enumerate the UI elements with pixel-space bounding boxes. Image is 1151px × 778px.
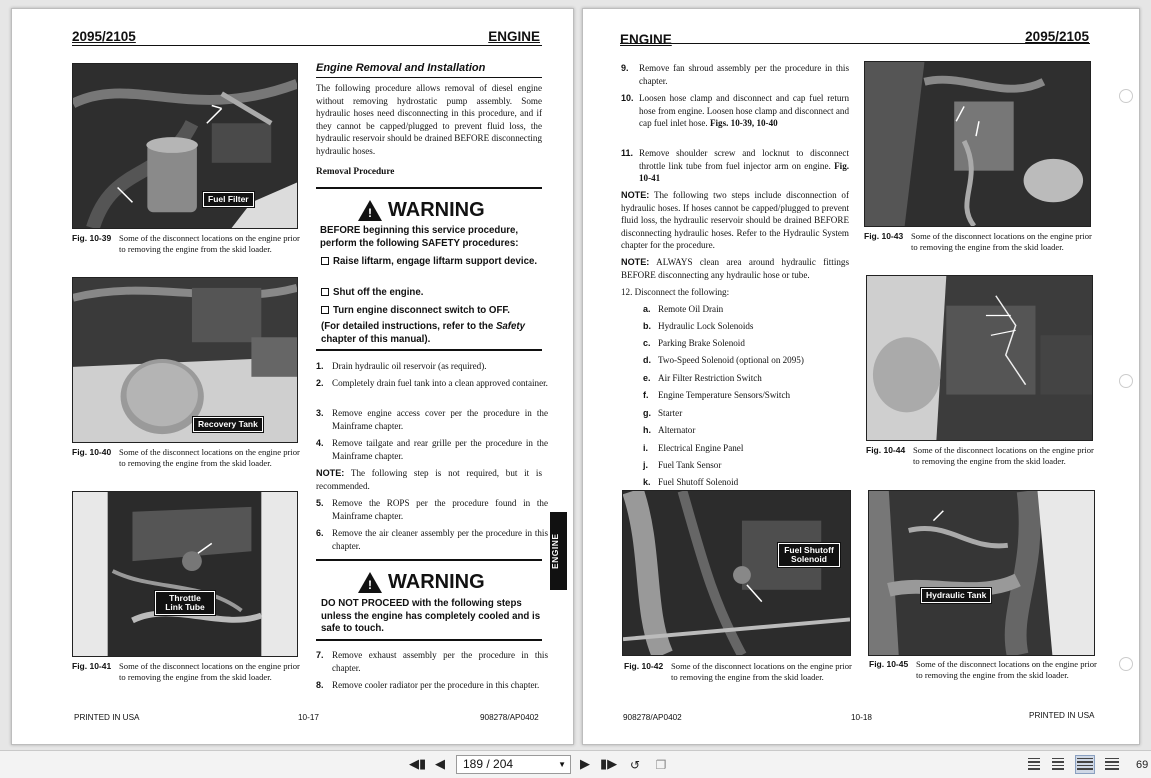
step-number: 3. <box>316 408 324 418</box>
callout-hydraulic-tank: Hydraulic Tank <box>921 588 991 603</box>
safety-check-1 <box>321 256 543 269</box>
step-text: Remove tailgate and rear grille per the procedure in the Mainframe chapter. <box>332 438 548 461</box>
warning-rule-top <box>316 187 542 189</box>
checkbox-icon <box>321 288 329 296</box>
warning-lead: BEFORE beginning this service procedure, perform the following SAFETY procedures: <box>320 225 519 249</box>
item-letter: h. <box>643 425 651 435</box>
step-number: 9. <box>621 63 629 73</box>
section-intro: The following procedure allows removal of diesel engine without removing hydrostatic pump assembly. Some hydraulic hoses need disconnecting in this procedure, and if they cannot be capped/plugged to prevent fluid loss, the hydraulic reservoir should be drained BEFORE disconnecting hydraulic hoses. <box>316 83 542 156</box>
caption-text: Some of the disconnect locations on the engine prior to removing the engine from the skid loader. <box>119 661 300 682</box>
footer-page-number: 10-17 <box>298 713 319 722</box>
note-text: ALWAYS clean area around hydraulic fittings BEFORE disconnecting any hydraulic hose or tube. <box>621 257 849 280</box>
ref-text: (For detailed instructions, refer to the <box>321 321 496 332</box>
step-number: 10. <box>621 93 634 103</box>
engine-photo-hydraulic-tank <box>868 490 1095 656</box>
disconnect-item <box>643 355 804 365</box>
step-body: Loosen hose clamp and disconnect and cap fuel return hose from engine. Loosen hose clamp and disconnect and cap fuel inlet hose. <box>639 93 849 128</box>
figure-caption-10-41 <box>72 661 302 682</box>
continuous-view-icon[interactable] <box>1051 756 1065 773</box>
scan-edge-mark <box>1119 89 1133 103</box>
caption-text: Some of the disconnect locations on the engine prior to removing the engine from the skid loader. <box>913 445 1094 466</box>
step-1 <box>316 360 548 373</box>
warning-triangle-icon: ! <box>358 572 382 593</box>
item-text: Two-Speed Solenoid (optional on 2095) <box>658 355 804 365</box>
footer-part-number: 908278/AP0402 <box>480 713 539 722</box>
footer-part-number: 908278/AP0402 <box>623 713 682 722</box>
copy-page-icon[interactable]: ❐ <box>655 758 667 772</box>
step-text: Remove the ROPS per the procedure found in the Mainframe chapter. <box>332 498 548 521</box>
warning-rule-bottom <box>316 639 542 641</box>
note-text: The following two steps include disconnection of hydraulic hoses. If hoses cannot be capped/plugged to prevent fluid loss, the hydraulic reservoir should be drained BEFORE disconnecting hydraulic hoses. Refer to the Hydraulic System chapter for the procedure. <box>621 190 849 250</box>
figure-number: Fig. 10-45 <box>869 659 909 669</box>
note-text: The following step is not required, but it is recommended. <box>316 468 542 491</box>
figure-number: Fig. 10-39 <box>72 233 112 243</box>
page-10-17 <box>11 8 574 745</box>
step-6 <box>316 527 548 552</box>
step-5 <box>316 497 548 522</box>
step-4 <box>316 437 548 462</box>
safety-check-3 <box>321 305 543 318</box>
previous-page-icon[interactable]: ◀ <box>435 757 445 772</box>
disconnect-item <box>643 321 753 331</box>
step-number: 11. <box>621 148 634 158</box>
item-letter: i. <box>643 443 649 453</box>
caption-text: Some of the disconnect locations on the engine prior to removing the engine from the skid loader. <box>119 447 300 468</box>
step-text: Remove fan shroud assembly per the procedure in this chapter. <box>639 63 849 86</box>
figure-caption-10-43 <box>864 231 1094 252</box>
caption-text: Some of the disconnect locations on the engine prior to removing the engine from the skid loader. <box>911 231 1092 252</box>
disconnect-item <box>643 460 721 470</box>
figure-number: Fig. 10-40 <box>72 447 112 457</box>
disconnect-item <box>643 425 695 435</box>
callout-recovery-tank: Recovery Tank <box>193 417 263 432</box>
item-letter: e. <box>643 373 651 383</box>
step-11 <box>621 147 849 185</box>
disconnect-item <box>643 477 738 487</box>
disconnect-item <box>643 338 745 348</box>
step-text: Drain hydraulic oil reservoir (as required). <box>332 361 487 371</box>
step-8 <box>316 679 548 692</box>
caption-text: Some of the disconnect locations on the engine prior to removing the engine from the skid loader. <box>916 659 1097 680</box>
zoom-level[interactable]: 69 <box>1136 759 1149 771</box>
figure-caption-10-40 <box>72 447 302 468</box>
last-page-icon[interactable]: ▮▶ <box>600 757 618 772</box>
page-header-model: 2095/2105 <box>1025 29 1089 44</box>
figure-caption-10-44 <box>866 445 1096 466</box>
procedure-heading: Removal Procedure <box>316 167 395 177</box>
single-page-view-icon[interactable] <box>1027 756 1041 773</box>
first-page-icon[interactable]: ◀▮ <box>409 757 427 772</box>
step-number: 1. <box>316 361 324 371</box>
engine-photo-fuel-filter <box>72 63 298 229</box>
item-text: Air Filter Restriction Switch <box>658 373 762 383</box>
disconnect-item <box>643 408 682 418</box>
page-header-chapter: ENGINE <box>488 29 540 44</box>
item-letter: d. <box>643 355 651 365</box>
item-letter: j. <box>643 460 649 470</box>
warning-text: DO NOT PROCEED with the following steps unless the engine has completely cooled and is safe to touch. <box>321 598 541 634</box>
engine-photo-10-44 <box>866 275 1093 441</box>
footer-printed: PRINTED IN USA <box>1029 711 1095 720</box>
step-number: 5. <box>316 498 324 508</box>
item-text: Parking Brake Solenoid <box>658 338 745 348</box>
page-header-model: 2095/2105 <box>72 29 136 44</box>
section-rule <box>316 77 542 78</box>
caption-text: Some of the disconnect locations on the engine prior to removing the engine from the skid loader. <box>671 661 852 682</box>
header-rule <box>620 43 1090 44</box>
step-number: 4. <box>316 438 324 448</box>
check-text: Turn engine disconnect switch to OFF. <box>333 305 510 316</box>
caption-text: Some of the disconnect locations on the engine prior to removing the engine from the skid loader. <box>119 233 300 254</box>
checkbox-icon <box>321 306 329 314</box>
engine-photo-throttle-link <box>72 491 298 657</box>
chapter-side-tab: ENGINE <box>550 512 567 590</box>
engine-photo-10-43 <box>864 61 1091 227</box>
figure-number: Fig. 10-44 <box>866 445 906 455</box>
step-10 <box>621 92 849 130</box>
item-text: Hydraulic Lock Solenoids <box>658 321 754 331</box>
item-text: Remote Oil Drain <box>658 304 724 314</box>
warning-title: WARNING <box>388 199 485 221</box>
engine-photo-fuel-shutoff <box>622 490 851 656</box>
section-title: Engine Removal and Installation <box>316 62 486 74</box>
checkbox-icon <box>321 257 329 265</box>
item-letter: b. <box>643 321 651 331</box>
rotate-view-icon[interactable]: ↺ <box>629 758 641 772</box>
item-text: Engine Temperature Sensors/Switch <box>658 390 791 400</box>
figure-number: Fig. 10-43 <box>864 231 904 241</box>
item-letter: k. <box>643 477 651 487</box>
step-text: Remove exhaust assembly per the procedure in this chapter. <box>332 650 548 673</box>
engine-photo-recovery-tank <box>72 277 298 443</box>
step-text: Remove the air cleaner assembly per the procedure in this chapter. <box>332 528 548 551</box>
item-letter: c. <box>643 338 651 348</box>
note-label: NOTE: <box>316 468 345 478</box>
callout-fuel-filter: Fuel Filter <box>203 192 254 207</box>
two-page-view-icon[interactable] <box>1076 756 1094 773</box>
check-text: Shut off the engine. <box>333 287 424 298</box>
footer-page-number: 10-18 <box>851 713 872 722</box>
ref-chapter: Safety <box>495 321 526 332</box>
two-page-continuous-view-icon[interactable] <box>1104 756 1120 773</box>
warning-rule-top <box>316 559 542 561</box>
step-number: 8. <box>316 680 324 690</box>
note-clean-fittings <box>621 256 849 281</box>
step-12: 12. Disconnect the following: <box>621 287 730 297</box>
figure-reference: Figs. 10-39, 10-40 <box>709 118 778 128</box>
item-letter: a. <box>643 304 651 314</box>
safety-check-2 <box>321 287 543 300</box>
figure-caption-10-39 <box>72 233 302 254</box>
step-7 <box>316 649 548 674</box>
page-10-18 <box>582 8 1140 745</box>
warning-rule-bottom <box>316 349 542 351</box>
scan-edge-mark <box>1119 657 1133 671</box>
note-hydraulic-hoses <box>621 189 849 252</box>
item-text: Electrical Engine Panel <box>658 443 744 453</box>
warning-triangle-icon: ! <box>358 200 382 221</box>
ref-text: chapter of this manual). <box>321 333 431 345</box>
step-text: Remove cooler radiator per the procedure in this chapter. <box>332 680 540 690</box>
step-2 <box>316 377 548 390</box>
figure-number: Fig. 10-41 <box>72 661 112 671</box>
step-text <box>639 92 849 130</box>
step-number: 6. <box>316 528 324 538</box>
scan-edge-mark <box>1119 374 1133 388</box>
step-3 <box>316 407 548 432</box>
note-optional-step <box>316 467 542 492</box>
page-header-chapter: ENGINE <box>620 32 672 47</box>
figure-reference: Fig. 10-41 <box>639 160 850 183</box>
step-number: 7. <box>316 650 324 660</box>
warning-heading-2 <box>358 571 485 594</box>
callout-fuel-shutoff-solenoid: Fuel Shutoff Solenoid <box>778 543 840 567</box>
footer-left: PRINTED IN USA <box>74 713 140 722</box>
next-page-icon[interactable]: ▶ <box>580 757 590 772</box>
item-letter: f. <box>643 390 649 400</box>
item-text: Alternator <box>658 425 696 435</box>
step-number: 2. <box>316 378 324 388</box>
warning-heading-1 <box>358 199 485 222</box>
item-text: Fuel Shutoff Solenoid <box>658 477 739 487</box>
item-text: Fuel Tank Sensor <box>658 460 722 470</box>
figure-number: Fig. 10-42 <box>624 661 664 671</box>
item-text: Starter <box>658 408 683 418</box>
page-indicator: 189 / 204 <box>463 757 514 771</box>
step-text: Completely drain fuel tank into a clean approved container. <box>332 378 548 388</box>
step-text: Remove engine access cover per the procedure in the Mainframe chapter. <box>332 408 548 431</box>
item-letter: g. <box>643 408 651 418</box>
note-label: NOTE: <box>621 257 650 267</box>
check-text: Raise liftarm, engage liftarm support device. <box>333 256 538 267</box>
viewer-toolbar <box>0 750 1151 778</box>
note-label: NOTE: <box>621 190 650 200</box>
page-number-select[interactable] <box>456 755 571 774</box>
disconnect-item <box>643 304 723 314</box>
safety-reference <box>321 321 543 346</box>
figure-caption-10-45 <box>869 659 1099 680</box>
disconnect-item <box>643 390 790 400</box>
chevron-down-icon: ▼ <box>558 760 566 769</box>
step-body: Remove shoulder screw and locknut to disconnect throttle link tube from fuel injector arm on engine. <box>639 148 849 171</box>
disconnect-item <box>643 443 743 453</box>
figure-caption-10-42 <box>624 661 854 682</box>
callout-throttle-link-tube: Throttle Link Tube <box>155 591 215 615</box>
disconnect-item <box>643 373 762 383</box>
header-rule <box>72 45 542 46</box>
warning-title: WARNING <box>388 571 485 593</box>
step-9 <box>621 62 849 87</box>
step-text <box>639 147 849 185</box>
